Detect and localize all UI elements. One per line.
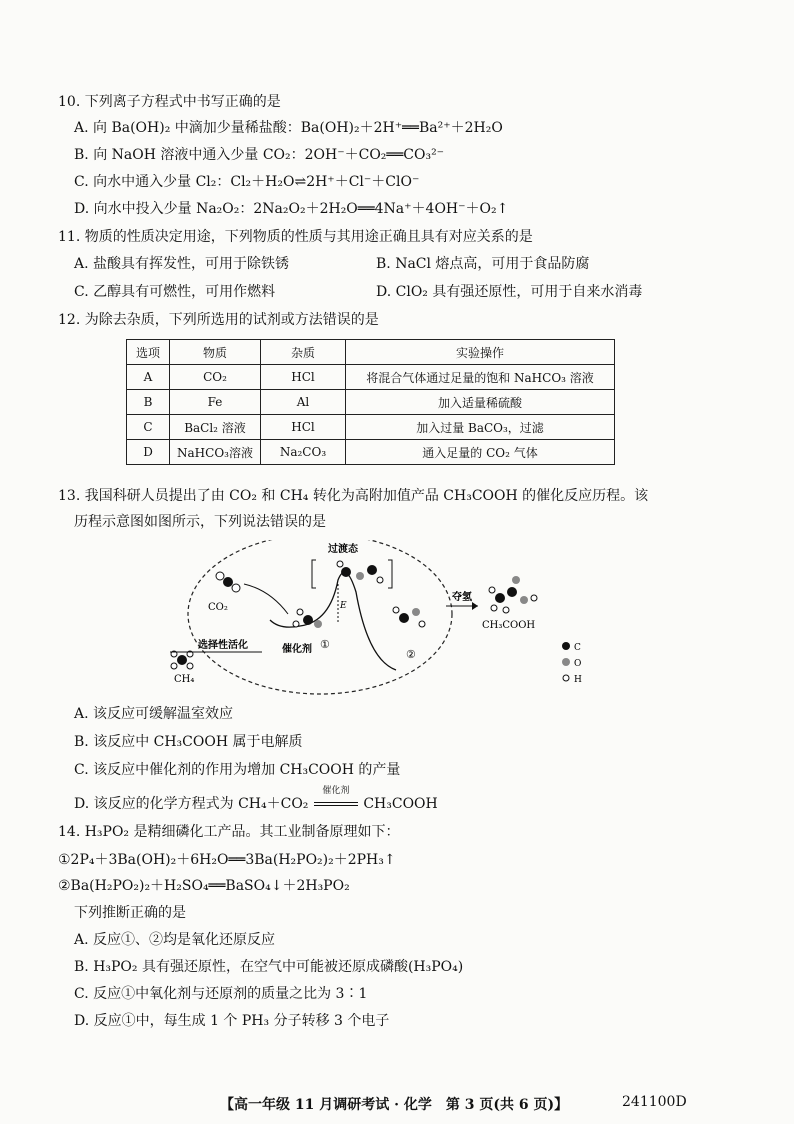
- legend-carbon-label: C: [574, 643, 581, 653]
- q14-option-d: D. 反应①中，每生成 1 个 PH₃ 分子转移 3 个电子: [74, 1013, 390, 1029]
- q14-equation-2: ②Ba(H₂PO₂)₂＋H₂SO₄══BaSO₄↓＋2H₃PO₂: [58, 878, 350, 894]
- q10-stem: 10. 下列离子方程式中书写正确的是: [58, 94, 281, 110]
- reaction-condition: [313, 786, 359, 814]
- table-cell: HCl: [261, 365, 346, 390]
- activation-energy-label: E: [340, 601, 347, 611]
- table-cell: Fe: [170, 390, 261, 415]
- q14-equation-1: ①2P₄＋3Ba(OH)₂＋6H₂O══3Ba(H₂PO₂)₂＋2PH₃↑: [58, 852, 396, 868]
- reaction-mechanism-diagram: [160, 540, 620, 700]
- table-row: [127, 365, 615, 390]
- q10-option-d: D. 向水中投入少量 Na₂O₂：2Na₂O₂＋2H₂O══4Na⁺＋4OH⁻＋O₂↑: [74, 201, 509, 217]
- q13-stem-line2: 历程示意图如图所示，下列说法错误的是: [74, 514, 326, 530]
- catalyst-label: 催化剂: [282, 644, 312, 655]
- table-header: 杂质: [261, 340, 346, 365]
- q12-stem: 12. 为除去杂质，下列所选用的试剂或方法错误的是: [58, 312, 379, 328]
- table-cell: 将混合气体通过足量的饱和 NaHCO₃ 溶液: [346, 365, 615, 390]
- table-row: [127, 390, 615, 415]
- step-1-label: ①: [320, 638, 330, 651]
- transition-state-molecule: [337, 561, 383, 583]
- product-label: CH₃COOH: [482, 620, 536, 631]
- table-header: 选项: [127, 340, 170, 365]
- co2-label: CO₂: [208, 602, 228, 613]
- table-cell: BaCl₂ 溶液: [170, 415, 261, 440]
- table-cell: Na₂CO₃: [261, 440, 346, 465]
- q14-ask: 下列推断正确的是: [74, 905, 186, 921]
- q13-option-c: C. 该反应中催化剂的作用为增加 CH₃COOH 的产量: [74, 762, 401, 778]
- legend-hydrogen-label: H: [574, 675, 582, 685]
- table-cell: C: [127, 415, 170, 440]
- q10-option-b: B. 向 NaOH 溶液中通入少量 CO₂：2OH⁻＋CO₂══CO₃²⁻: [74, 147, 445, 163]
- energy-profile-curve: [270, 572, 396, 670]
- table-row: [127, 440, 615, 465]
- table-header-row: [127, 340, 615, 365]
- q11-stem: 11. 物质的性质决定用途，下列物质的性质与其用途正确且具有对应关系的是: [58, 229, 533, 245]
- table-cell: D: [127, 440, 170, 465]
- acetic-acid-molecule: [489, 576, 537, 613]
- step2-intermediate: [393, 607, 425, 627]
- q11-option-b: B. NaCl 熔点高，可用于食品防腐: [376, 256, 590, 272]
- legend-oxygen-label: O: [574, 659, 582, 669]
- q13-option-b: B. 该反应中 CH₃COOH 属于电解质: [74, 734, 303, 750]
- co2-arrow: [244, 584, 288, 614]
- transition-state-label: 过渡态: [328, 544, 358, 555]
- table-header: 实验操作: [346, 340, 615, 365]
- bracket-right: [388, 560, 392, 588]
- table-header: 物质: [170, 340, 261, 365]
- table-cell: 加入过量 BaCO₃，过滤: [346, 415, 615, 440]
- q13-option-d: [74, 786, 438, 814]
- step-2-label: ②: [406, 648, 416, 661]
- legend-oxygen-swatch: [562, 658, 570, 666]
- co2-molecule: [216, 572, 240, 592]
- q14-option-c: C. 反应①中氧化剂与还原剂的质量之比为 3∶1: [74, 986, 368, 1002]
- q11-option-c: C. 乙醇具有可燃性，可用作燃料: [74, 284, 276, 300]
- q12-table: [126, 339, 615, 465]
- q11-option-d: D. ClO₂ 具有强还原性，可用于自来水消毒: [376, 284, 643, 300]
- selective-activation-label: 选择性活化: [198, 640, 248, 651]
- ch4-label: CH₄: [174, 674, 195, 685]
- table-cell: 通入足量的 CO₂ 气体: [346, 440, 615, 465]
- q10-option-a: A. 向 Ba(OH)₂ 中滴加少量稀盐酸：Ba(OH)₂＋2H⁺══Ba²⁺＋2H₂O: [74, 120, 503, 136]
- bracket-left: [312, 560, 316, 588]
- legend-hydrogen-swatch: [563, 675, 569, 681]
- q11-option-a: A. 盐酸具有挥发性，可用于除铁锈: [74, 256, 290, 272]
- table-cell: B: [127, 390, 170, 415]
- page-footer: 【高一年级 11 月调研考试 · 化学 第 3 页(共 6 页)】: [220, 1097, 569, 1113]
- condition-label: 催化剂: [322, 786, 350, 796]
- ch4-molecule: [171, 651, 193, 669]
- q13-option-d-prefix: D. 该反应的化学方程式为 CH₄＋CO₂: [74, 796, 309, 812]
- table-row: [127, 415, 615, 440]
- table-cell: A: [127, 365, 170, 390]
- q14-option-a: A. 反应①、②均是氧化还原反应: [74, 932, 276, 948]
- q13-option-a: A. 该反应可缓解温室效应: [74, 706, 234, 722]
- table-cell: 加入适量稀硫酸: [346, 390, 615, 415]
- exam-code: 241100D: [622, 1094, 687, 1110]
- table-cell: CO₂: [170, 365, 261, 390]
- arrowhead-icon: [472, 602, 478, 610]
- q13-option-d-suffix: CH₃COOH: [363, 796, 438, 812]
- q14-stem: 14. H₃PO₂ 是精细磷化工产品。其工业制备原理如下：: [58, 824, 400, 840]
- legend-carbon-swatch: [562, 642, 570, 650]
- dehydrogenation-label: 夺氢: [452, 592, 472, 603]
- q10-option-c: C. 向水中通入少量 Cl₂：Cl₂＋H₂O⇌2H⁺＋Cl⁻＋ClO⁻: [74, 174, 420, 190]
- q13-stem-line1: 13. 我国科研人员提出了由 CO₂ 和 CH₄ 转化为高附加值产品 CH₃COOH 的催化反应历程。该: [58, 488, 649, 504]
- q14-option-b: B. H₃PO₂ 具有强还原性，在空气中可能被还原成磷酸(H₃PO₄): [74, 959, 464, 975]
- table-cell: NaHCO₃溶液: [170, 440, 261, 465]
- table-cell: Al: [261, 390, 346, 415]
- equals-sign: [314, 802, 358, 806]
- table-cell: HCl: [261, 415, 346, 440]
